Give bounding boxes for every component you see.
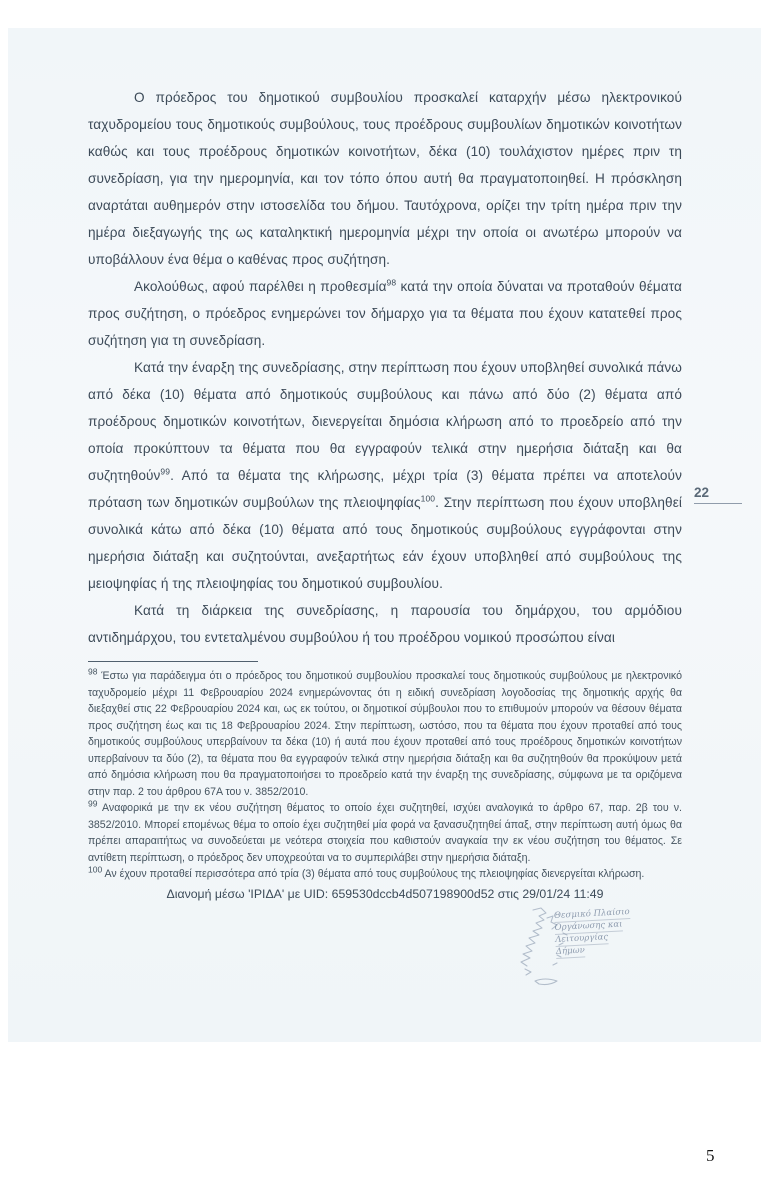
footnote-ref: 99 — [160, 466, 171, 477]
body-paragraphs — [88, 84, 682, 651]
footnote-marker: 99 — [88, 798, 98, 809]
text-run: κατά την οποία δύναται να προταθούν θέματα προς συζήτηση, ο πρόεδρος ενημερώνει τον δήμαρχο για τα θέματα που έχουν κατατεθεί προς συζήτηση για τη συνεδρίαση. — [88, 279, 682, 348]
footnote-ref: 100 — [420, 493, 436, 504]
digital-stamp — [513, 903, 673, 995]
stamp-line: Θεσμικό Πλαίσιο — [553, 906, 630, 921]
paragraph-4 — [88, 597, 682, 651]
text-run: Ακολούθως, αφού παρέλθει η προθεσμία — [134, 279, 387, 294]
text-run: . Από τα θέματα της κλήρωσης, μέχρι τρία (3) θέματα πρέπει να αποτελούν πρόταση των δημοτικών συμβούλων της πλειοψηφίας — [88, 468, 682, 510]
irida-distribution-line: Διανομή μέσω 'ΙΡΙΔΑ' με UID: 659530dccb4d507198900d52 στις 29/01/24 11:49 — [166, 886, 604, 901]
text-column — [88, 84, 682, 995]
text-run: Κατά την έναρξη της συνεδρίασης, στην περίπτωση που έχουν υποβληθεί συνολικά πάνω από δέκα (10) θέματα από δημοτικούς συμβούλους και πάνω από δύο (2) θέματα από προέδρους δημοτικών κοινοτήτων, διενεργείται δημόσια κλήρωση από το προεδρείο από την οποία προκύπτουν τα θέματα που θα εγγραφούν τελικά στην ημερήσια διάταξη και θα συζητηθούν — [88, 360, 682, 483]
footnote-ref: 98 — [386, 277, 397, 288]
footnote-98 — [88, 668, 682, 800]
paragraph-1 — [88, 84, 682, 273]
stamp-line: Δήμων — [555, 944, 586, 957]
footnotes — [88, 668, 682, 883]
footnote-100 — [88, 866, 682, 883]
text-run: Ο πρόεδρος του δημοτικού συμβουλίου προσκαλεί καταρχήν μέσω ηλεκτρονικού ταχυδρομείου τους δημοτικούς συμβούλους, τους προέδρους συμβουλίων δημοτικών κοινοτήτων καθώς και τους προέδρους δημοτικών κοινοτήτων, δέκα (10) τουλάχιστον ημέρες πριν τη συνεδρίαση, για την ημερομηνία, και τον τόπο όπου αυτή θα πραγματοποιηθεί. Η πρόσκληση αναρτάται αυθημερόν στην ιστοσελίδα του δήμου. Ταυτόχρονα, ορίζει την τρίτη ημέρα πριν την ημέρα διεξαγωγής της ως καταληκτική ημερομηνία μέχρι την οποία οι ανωτέρω μπορούν να υποβάλλουν ένα θέμα ο καθένας προς συζήτηση. — [88, 90, 682, 267]
stamp-line: Οργάνωσης και — [554, 918, 623, 933]
stamp-text — [554, 907, 632, 959]
footnote-marker: 98 — [88, 666, 98, 677]
footnote-99 — [88, 800, 682, 866]
paragraph-2 — [88, 273, 682, 354]
margin-note: 22 — [694, 485, 742, 504]
text-run: Κατά τη διάρκεια της συνεδρίασης, η παρουσία του δημάρχου, του αρμόδιου αντιδημάρχου, του εντεταλμένου συμβούλου ή του προέδρου νομικού προσώπου είναι — [88, 603, 682, 645]
text-run: . Στην περίπτωση που έχουν υποβληθεί συνολικά κάτω από δέκα (10) θέματα από τους δημοτικούς συμβούλους εγγράφονται στην ημερήσια διάταξη και συζητούνται, ανεξαρτήτως εάν έχουν υποβληθεί από συμβούλους της μειοψηφίας ή της πλειοψηφίας του δημοτικού συμβουλίου. — [88, 495, 682, 591]
footnote-marker: 100 — [88, 864, 103, 875]
paragraph-3 — [88, 354, 682, 597]
footnote-text: Αν έχουν προταθεί περισσότερα από τρία (3) θέματα από τους συμβούλους της πλειοψηφίας διενεργείται κλήρωση. — [102, 868, 645, 880]
stamp-line: Λειτουργίας — [555, 931, 609, 945]
page-number: 5 — [706, 1146, 715, 1165]
footnote-text: Έστω για παράδειγμα ότι ο πρόεδρος του δημοτικού συμβουλίου προσκαλεί τους δημοτικούς συμβούλους με ηλεκτρονικό ταχυδρομείο μέχρι 11 Φεβρουαρίου 2024 ενημερώνοντας ότι η ειδική συνεδρίαση λογοδοσίας της δημοτικής αρχής θα διεξαχθεί στις 22 Φεβρουαρίου 2024 και, ως εκ τούτου, οι δημοτικοί σύμβουλοι που το επιθυμούν μπορούν να θέσουν θέματα προς συζήτηση έως και τις 18 Φεβρουαρίου 2024. Στην περίπτωση, ωστόσο, που τα θέματα που έχουν προταθεί από τους δημοτικούς συμβούλους υπερβαίνουν τα δέκα (10) ή αυτά που έχουν προταθεί από τους προέδρους δημοτικών κοινοτήτων υπερβαίνουν τα δύο (2), τα θέματα που θα εγγραφούν τελικά στην ημερήσια διάταξη και θα συζητηθούν θα προκύψουν μετά από δημόσια κλήρωση που θα πραγματοποιήσει το προεδρείο κατά την έναρξη της συνεδρίασης, σύμφωνα με τα οριζόμενα στην παρ. 2 του άρθρου 67Α του ν. 3852/2010. — [88, 670, 682, 798]
scanned-page — [8, 28, 761, 1042]
footnote-separator — [88, 661, 258, 662]
footnote-text: Αναφορικά με την εκ νέου συζήτηση θέματος το οποίο έχει συζητηθεί, ισχύει αναλογικά το άρθρο 67, παρ. 2β του ν. 3852/2010. Μπορεί επομένως θέμα το οποίο έχει συζητηθεί μία φορά να ξανασυζητηθεί άπαξ, στην περίπτωση αυτή όμως θα πρέπει απαραιτήτως να συνοδεύεται με νεότερα στοιχεία που καθιστούν αναγκαία την εκ νέου συζήτηση του θέματος. Σε αντίθετη περίπτωση, ο πρόεδρος δεν υποχρεούται να το συμπεριλάβει στην ημερήσια διάταξη. — [88, 802, 682, 864]
